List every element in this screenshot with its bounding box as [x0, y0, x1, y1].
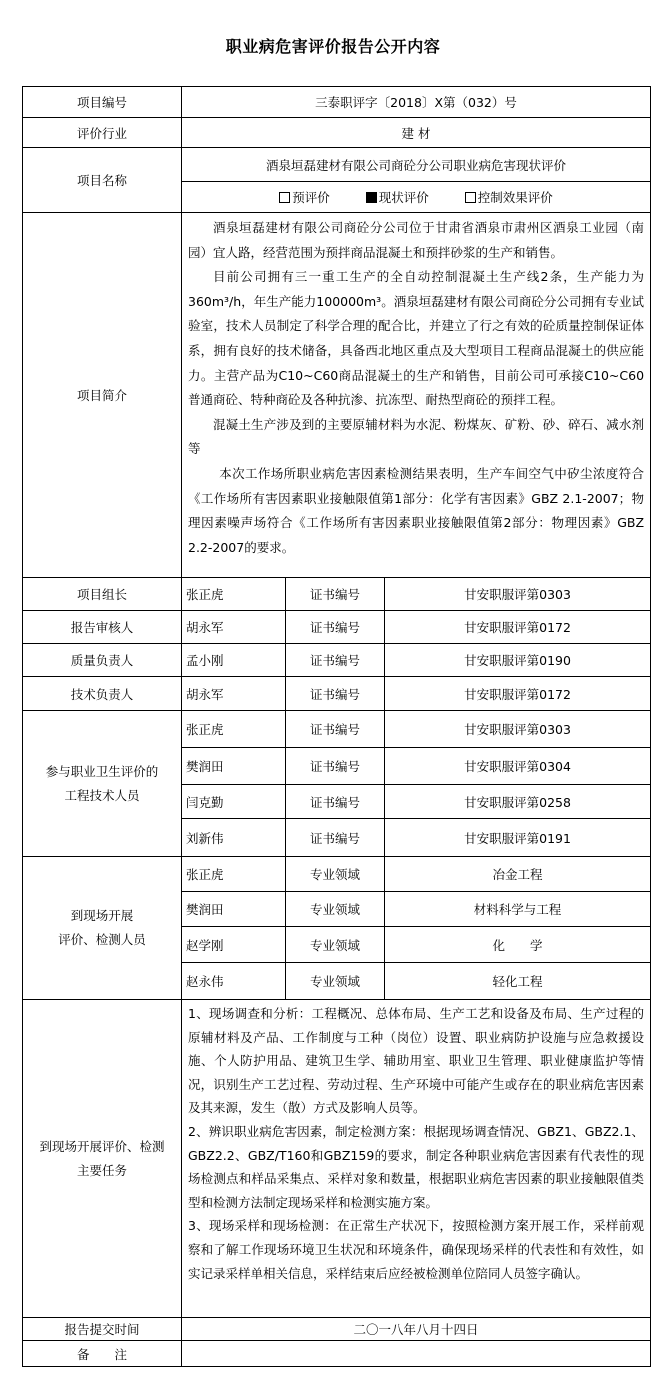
staff-cert: 甘安职服评第0172 [385, 611, 651, 644]
staff-name: 胡永军 [182, 677, 286, 711]
engineer-cert: 甘安职服评第0303 [385, 711, 651, 748]
remarks-label: 备 注 [23, 1341, 182, 1367]
onsite-row [23, 857, 651, 892]
submit-value: 二〇一八年八月十四日 [182, 1318, 651, 1341]
checkbox-icon [465, 192, 476, 203]
checkbox-icon [279, 192, 290, 203]
cert-label: 证书编号 [286, 711, 385, 748]
engineer-row [23, 711, 651, 748]
row-project-no [23, 87, 651, 118]
project-name-label: 项目名称 [23, 148, 182, 213]
onsite-field: 化 学 [385, 927, 651, 963]
engineers-label-line2: 工程技术人员 [64, 787, 140, 803]
tasks-label [23, 1000, 182, 1318]
tasks-label-line2: 主要任务 [76, 1162, 127, 1178]
staff-role: 报告审核人 [23, 611, 182, 644]
project-no-value: 三泰职评字〔2018〕X第（032）号 [182, 87, 651, 118]
industry-label: 评价行业 [23, 118, 182, 148]
page-title: 职业病危害评价报告公开内容 [225, 37, 441, 56]
task-item: 2、辨识职业病危害因素，制定检测方案：根据现场调查情况、GBZ1、GBZ2.1、GBZ2.2、GBZ/T160和GBZ159的要求，制定各种职业病危害因素有代表性的现场检测点和样品采集点、采样对象和数量，根据职业病危害因素的职业接触限值类型和检测方法制定现场采样和检测实施方案。 [188, 1123, 645, 1210]
task-item: 3、现场采样和现场检测：在正常生产状况下，按照检测方案开展工作，采样前观察和了解工作现场环境卫生状况和环境条件，确保现场采样的代表性和有效性，如实记录采样单相关信息，采样结束后应经被检测单位陪同人员签字确认。 [188, 1218, 645, 1281]
intro-paragraph: 目前公司拥有三一重工生产的全自动控制混凝土生产线2条，生产能力为360m³/h，年生产能力100000m³。酒泉垣磊建材有限公司商砼分公司拥有专业试验室，技术人员制定了科学合理的配合比，并建立了行之有效的砼质量控制保证体系，拥有良好的技术储备，具备西北地区重点及大型项目工程商品混凝土的供应能力。主营产品为C10~C60商品混凝土的生产和销售，目前公司可承接C10~C60普通商砼、特种商砼及各种抗渗、抗冻型、耐热型商砼的预拌工程。 [188, 269, 645, 408]
staff-role: 质量负责人 [23, 644, 182, 677]
eval-type-pre: 预评价 [279, 188, 330, 206]
project-name-value: 酒泉垣磊建材有限公司商砼分公司职业病危害现状评价 [182, 148, 651, 182]
row-tasks [23, 1000, 651, 1318]
intro-label: 项目简介 [23, 213, 182, 578]
checkbox-checked-icon [366, 192, 377, 203]
staff-role: 技术负责人 [23, 677, 182, 711]
row-remarks [23, 1341, 651, 1367]
onsite-label [23, 857, 182, 1000]
cert-label: 证书编号 [286, 578, 385, 611]
field-label: 专业领域 [286, 927, 385, 963]
row-industry [23, 118, 651, 148]
staff-name: 张正虎 [182, 578, 286, 611]
cert-label: 证书编号 [286, 785, 385, 819]
tasks-label-line1: 到现场开展评价、检测 [39, 1138, 165, 1154]
onsite-name: 赵学刚 [182, 927, 286, 963]
remarks-value [182, 1341, 651, 1367]
project-no-label: 项目编号 [23, 87, 182, 118]
cert-label: 证书编号 [286, 611, 385, 644]
field-label: 专业领域 [286, 963, 385, 1000]
row-intro [23, 213, 651, 578]
task-item: 1、现场调查和分析：工程概况、总体布局、生产工艺和设备及布局、生产过程的原辅材料及产品、工作制度与工种（岗位）设置、职业病防护设施与应急救援设施、个人防护用品、建筑卫生学、辅助用室、职业卫生管理、职业健康监护等情况，识别生产工艺过程、劳动过程、生产环境中可能产生或存在的职业病危害因素及其来源，发生（散）方式及影响人员等。 [188, 1006, 645, 1116]
cert-label: 证书编号 [286, 677, 385, 711]
staff-cert: 甘安职服评第0190 [385, 644, 651, 677]
onsite-name: 张正虎 [182, 857, 286, 892]
cert-label: 证书编号 [286, 748, 385, 785]
intro-paragraph: 酒泉垣磊建材有限公司商砼分公司位于甘肃省酒泉市肃州区酒泉工业园（南园）宜人路，经营范围为预拌商品混凝土和预拌砂浆的生产和销售。 [188, 220, 645, 260]
staff-name: 胡永军 [182, 611, 286, 644]
onsite-label-line2: 评价、检测人员 [58, 932, 146, 947]
intro-paragraph: 混凝土生产涉及到的主要原辅材料为水泥、粉煤灰、矿粉、砂、碎石、减水剂等 [188, 416, 645, 457]
intro-paragraph: 本次工作场所职业病危害因素检测结果表明，生产车间空气中矽尘浓度符合《工作场所有害因素职业接触限值第1部分：化学有害因素》GBZ 2.1-2007；物理因素噪声场符合《工作场所有害因素职业接触限值第2部分：物理因素》GBZ 2.2-2007的要求。 [188, 465, 645, 555]
staff-row [23, 644, 651, 677]
eval-type-control: 控制效果评价 [465, 188, 553, 206]
staff-cert: 甘安职服评第0172 [385, 677, 651, 711]
row-submit [23, 1318, 651, 1341]
onsite-name: 赵永伟 [182, 963, 286, 1000]
staff-row [23, 611, 651, 644]
field-label: 专业领域 [286, 857, 385, 892]
engineer-name: 樊润田 [182, 748, 286, 785]
engineer-name: 张正虎 [182, 711, 286, 748]
eval-type-options [182, 182, 651, 213]
staff-row [23, 677, 651, 711]
industry-value: 建 材 [182, 118, 651, 148]
engineer-name: 刘新伟 [182, 819, 286, 857]
disclosure-table [22, 86, 651, 1367]
onsite-field: 材料科学与工程 [385, 892, 651, 927]
intro-content [182, 213, 651, 578]
onsite-label-line1: 到现场开展 [70, 908, 134, 923]
row-project-name [23, 148, 651, 182]
engineers-label-line1: 参与职业卫生评价的 [45, 763, 159, 779]
onsite-field: 轻化工程 [385, 963, 651, 1000]
cert-label: 证书编号 [286, 819, 385, 857]
onsite-name: 樊润田 [182, 892, 286, 927]
engineer-cert: 甘安职服评第0304 [385, 748, 651, 785]
engineers-label [23, 711, 182, 857]
field-label: 专业领域 [286, 892, 385, 927]
staff-role: 项目组长 [23, 578, 182, 611]
staff-name: 孟小刚 [182, 644, 286, 677]
engineer-cert: 甘安职服评第0191 [385, 819, 651, 857]
submit-label: 报告提交时间 [23, 1318, 182, 1341]
eval-type-current: 现状评价 [366, 188, 429, 206]
staff-cert: 甘安职服评第0303 [385, 578, 651, 611]
engineer-name: 闫克勤 [182, 785, 286, 819]
engineer-cert: 甘安职服评第0258 [385, 785, 651, 819]
cert-label: 证书编号 [286, 644, 385, 677]
onsite-field: 冶金工程 [385, 857, 651, 892]
tasks-content [182, 1000, 651, 1318]
staff-row [23, 578, 651, 611]
